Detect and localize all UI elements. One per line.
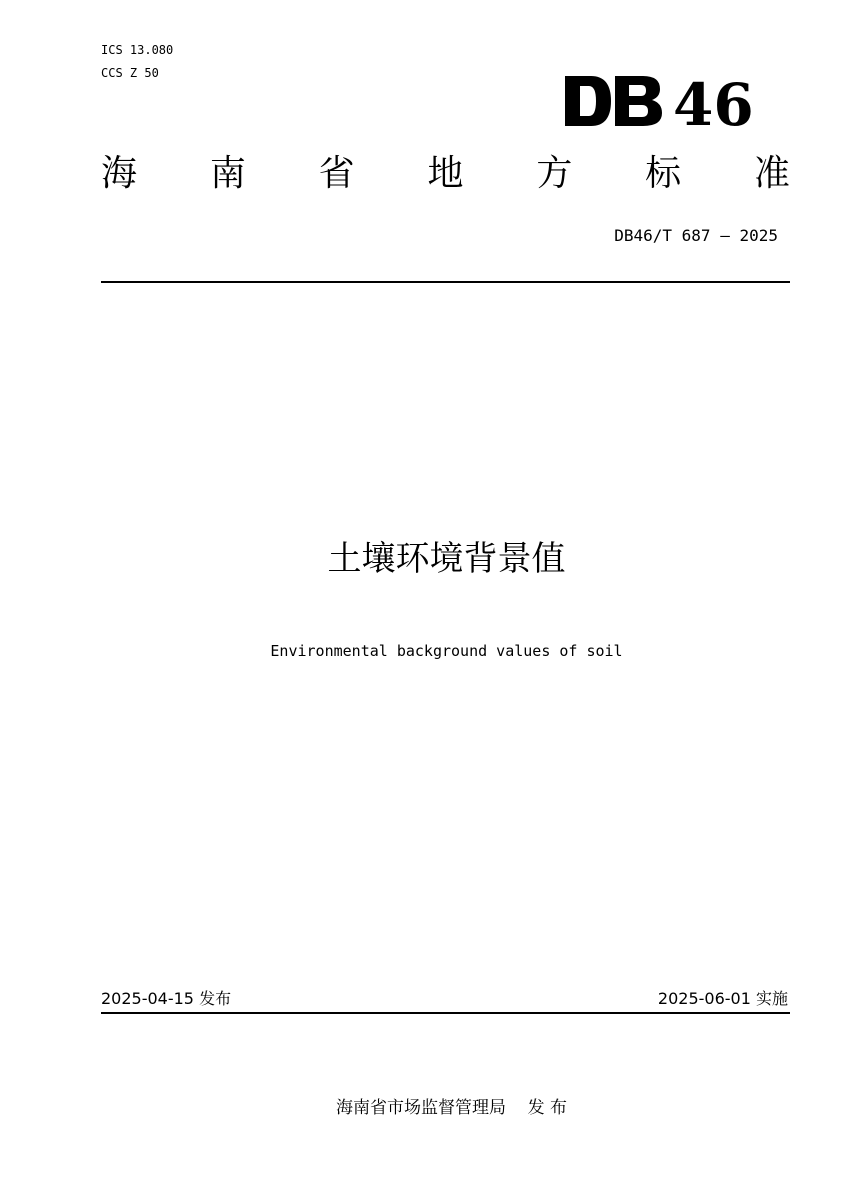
title-char: 准 — [753, 153, 790, 194]
publisher-line — [0, 1096, 850, 1120]
document-title-en: Environmental background values of soil — [270, 642, 623, 660]
db-letters — [565, 76, 662, 126]
title-char: 方 — [536, 153, 573, 194]
title-char: 标 — [645, 153, 682, 194]
publish-action: 发 布 — [527, 1098, 568, 1118]
db-logo — [565, 68, 760, 130]
publisher-name: 海南省市场监督管理局 — [335, 1098, 506, 1118]
issue-date: 2025-04-15 发布 — [101, 989, 232, 1008]
document-title-cn: 土壤环境背景值 — [327, 539, 566, 579]
title-char: 省 — [318, 153, 355, 194]
title-char: 南 — [209, 153, 246, 194]
bottom-divider — [101, 1012, 790, 1014]
title-char: 海 — [101, 153, 138, 194]
ics-code: ICS 13.080 — [101, 43, 174, 57]
ccs-code: CCS Z 50 — [101, 66, 159, 80]
top-divider — [101, 281, 790, 283]
standard-category-title — [101, 150, 790, 198]
implementation-date: 2025-06-01 实施 — [657, 989, 788, 1008]
db-code: 46 — [673, 71, 754, 130]
title-char: 地 — [427, 153, 464, 194]
standard-number: DB46/T 687 — 2025 — [614, 226, 778, 245]
